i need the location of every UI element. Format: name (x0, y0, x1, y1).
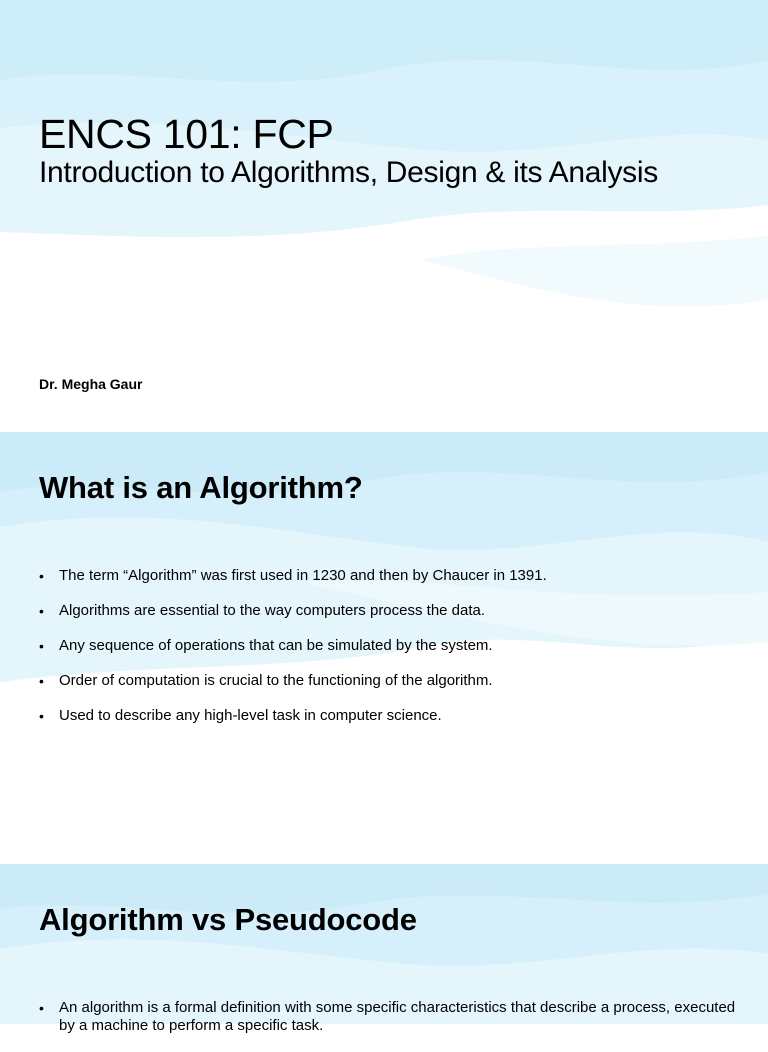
bullet-icon: • (39, 1000, 44, 1016)
bullet-icon: • (39, 638, 44, 654)
title-slide (0, 0, 768, 432)
bullet-text: Used to describe any high-level task in computer science. (59, 707, 442, 724)
slide-heading: Algorithm vs Pseudocode (39, 902, 417, 937)
bullet-item (39, 999, 739, 1035)
bullet-icon: • (39, 708, 44, 724)
slide-heading: What is an Algorithm? (39, 470, 363, 505)
bullet-list (39, 999, 739, 1052)
bullet-list (39, 567, 739, 742)
bullet-item (39, 567, 739, 585)
bullet-icon: • (39, 603, 44, 619)
bullet-icon: • (39, 673, 44, 689)
course-title: ENCS 101: FCP (39, 111, 334, 157)
bullet-item (39, 602, 739, 620)
bullet-text: Order of computation is crucial to the functioning of the algorithm. (59, 672, 493, 689)
bullet-text: Any sequence of operations that can be simulated by the system. (59, 637, 493, 654)
slide-subtitle: Introduction to Algorithms, Design & its Analysis (39, 156, 658, 189)
bullet-text: An algorithm is a formal definition with some specific characteristics that describe a process, executed by a machine to perform a specific task. (59, 999, 736, 1034)
bullet-item (39, 672, 739, 690)
author-name: Dr. Megha Gaur (39, 376, 143, 392)
bullet-icon: • (39, 568, 44, 584)
bullet-text: The term “Algorithm” was first used in 1230 and then by Chaucer in 1391. (59, 567, 547, 584)
algorithm-vs-pseudocode-slide (0, 864, 768, 1034)
bullet-text: Algorithms are essential to the way computers process the data. (59, 602, 486, 619)
algorithm-definition-slide (0, 432, 768, 864)
bullet-item (39, 637, 739, 655)
bullet-item (39, 707, 739, 725)
